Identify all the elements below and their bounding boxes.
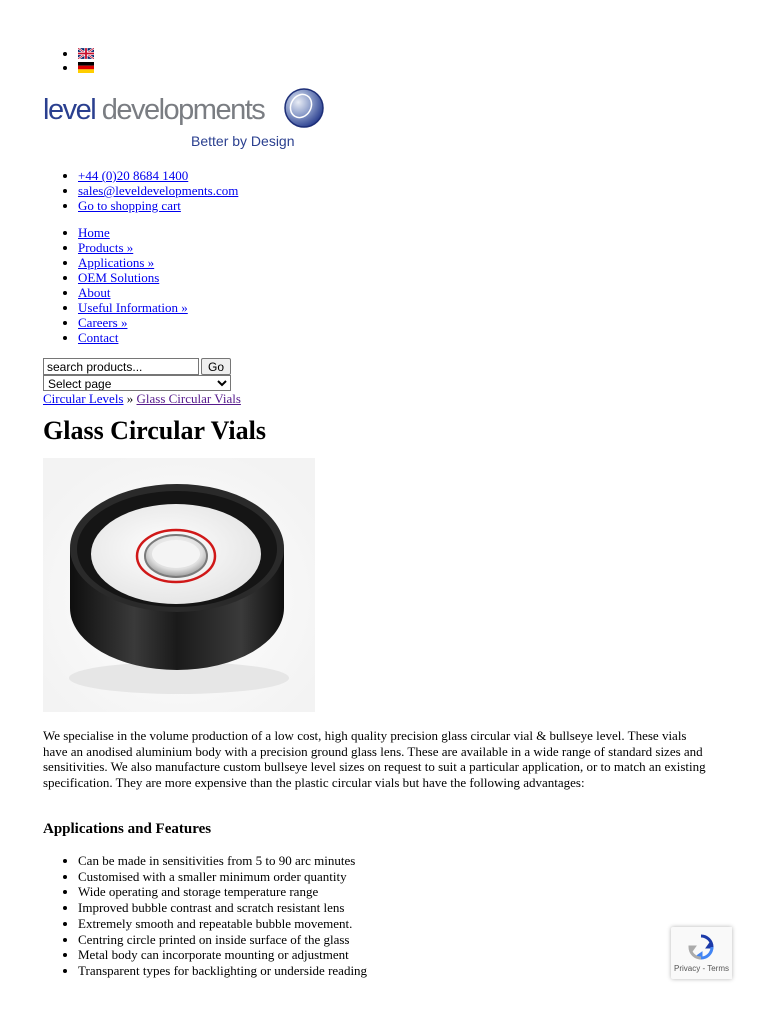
logo-word-level: level [43, 94, 96, 126]
nav-item-contact [78, 330, 188, 345]
language-item-german[interactable] [78, 61, 94, 75]
feature-item: • Metal body can incorporate mounting or adjustment [78, 947, 367, 963]
nav-link-careers[interactable]: Careers » [78, 315, 128, 330]
search-go-button[interactable]: Go [201, 358, 231, 375]
contact-list [43, 168, 238, 213]
nav-link-oem-solutions[interactable]: OEM Solutions [78, 270, 160, 285]
recaptcha-icon [687, 933, 715, 961]
features-list [43, 853, 367, 979]
nav-item-careers [78, 315, 188, 330]
recaptcha-privacy-terms[interactable]: Privacy - Terms [674, 964, 729, 973]
feature-item: • Transparent types for backlighting or underside reading [78, 963, 367, 979]
logo-orb-icon [284, 88, 324, 128]
breadcrumb-link-circular-levels[interactable]: Circular Levels [43, 391, 124, 406]
contact-item-email [78, 183, 238, 198]
nav-item-home [78, 225, 188, 240]
feature-item: • Improved bubble contrast and scratch resistant lens [78, 900, 367, 916]
feature-item: • Can be made in sensitivities from 5 to 90 arc minutes [78, 853, 367, 869]
main-nav [43, 225, 188, 345]
page-select-dropdown[interactable] [43, 375, 231, 391]
nav-link-useful-information[interactable]: Useful Information » [78, 300, 188, 315]
feature-item: • Centring circle printed on inside surface of the glass [78, 932, 367, 948]
germany-flag-icon[interactable] [78, 62, 94, 73]
uk-flag-icon[interactable] [78, 48, 94, 59]
recaptcha-badge[interactable] [671, 927, 732, 979]
feature-item: • Extremely smooth and repeatable bubble movement. [78, 916, 367, 932]
feature-item: • Customised with a smaller minimum order quantity [78, 869, 367, 885]
contact-item-phone [78, 168, 238, 183]
intro-paragraph: We specialise in the volume production of a low cost, high quality precision glass circular vial & bullseye level. These vials have an anodised aluminium body with a precision ground glass lens. These are available in a wide range of standard sizes and sensitivities. We also manufacture custom bullseye level sizes on request to suit a particular application, or to match an existing specification. They are more expensive than the plastic circular vials but have the following advantages: [43, 728, 706, 790]
breadcrumb [43, 391, 241, 406]
nav-item-about [78, 285, 188, 300]
breadcrumb-link-glass-circular-vials[interactable]: Glass Circular Vials [136, 391, 241, 406]
language-list [43, 47, 94, 75]
product-image [43, 458, 315, 712]
nav-link-products[interactable]: Products » [78, 240, 134, 255]
nav-link-applications[interactable]: Applications » [78, 255, 155, 270]
nav-link-contact[interactable]: Contact [78, 330, 119, 345]
nav-item-oem-solutions [78, 270, 188, 285]
nav-link-about[interactable]: About [78, 285, 111, 300]
contact-item-cart [78, 198, 238, 213]
features-heading: Applications and Features [43, 821, 212, 837]
phone-link[interactable]: +44 (0)20 8684 1400 [78, 168, 189, 183]
nav-item-applications [78, 255, 188, 270]
feature-item: • Wide operating and storage temperature range [78, 884, 367, 900]
logo-word-developments: developments [95, 94, 265, 126]
nav-link-home[interactable]: Home [78, 225, 110, 240]
logo-wordmark [43, 94, 264, 127]
nav-item-useful-information [78, 300, 188, 315]
email-link[interactable]: sales@leveldevelopments.com [78, 183, 239, 198]
shopping-cart-link[interactable]: Go to shopping cart [78, 198, 181, 213]
breadcrumb-separator: » [123, 391, 137, 406]
search-input[interactable] [43, 358, 199, 375]
logo-tagline: Better by Design [191, 133, 295, 149]
language-item-english[interactable] [78, 47, 94, 61]
nav-item-products [78, 240, 188, 255]
site-logo[interactable] [43, 88, 325, 152]
page-title: Glass Circular Vials [43, 416, 266, 445]
